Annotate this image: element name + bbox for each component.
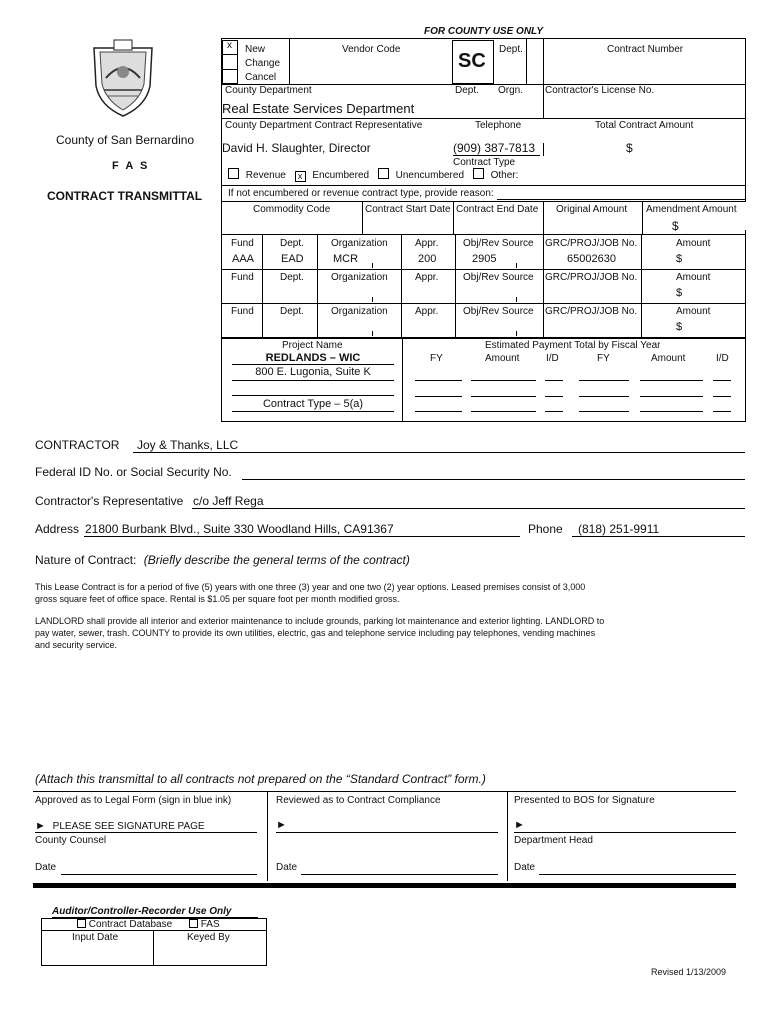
fund-row-3-dept-header: Dept. — [280, 306, 304, 317]
arrow-right-icon: ► — [35, 820, 46, 832]
legal-form-label: Approved as to Legal Form (sign in blue ink) — [35, 795, 232, 806]
contractor-representative-label: Contractor's Representative — [35, 494, 184, 508]
fas-auditor-label: FAS — [200, 919, 220, 930]
end-date-label: Contract End Date — [456, 204, 539, 215]
fas-checkbox[interactable] — [189, 919, 198, 928]
fund-row-1-org-header: Organization — [331, 238, 388, 249]
fund-row-3-obj-header: Obj/Rev Source — [463, 306, 534, 317]
auditor-checkbox-row — [77, 919, 220, 930]
para1-line1: This Lease Contract is for a period of five (5) years with one three (3) year and one two (2) year options. Leased premises consist of 3,000 — [35, 582, 586, 592]
encumbered-label: Encumbered — [312, 170, 370, 181]
para2-line3: and security service. — [35, 640, 118, 650]
cancel-label: Cancel — [245, 72, 277, 83]
fund-row-1-appr-header: Appr. — [415, 238, 439, 249]
amount2-label: Amount — [651, 353, 686, 364]
date-label-2: Date — [276, 862, 298, 873]
fund-row-1-obj-header: Obj/Rev Source — [463, 238, 534, 249]
vendor-code-label: Vendor Code — [342, 44, 401, 55]
new-label: New — [245, 44, 266, 55]
unencumbered-label: Unencumbered — [395, 170, 465, 181]
contractor-value[interactable]: Joy & Thanks, LLC — [137, 438, 239, 452]
fund-row-3-amount-header: Amount — [676, 306, 711, 317]
address-label: Address — [35, 522, 80, 536]
date-label-3: Date — [514, 862, 536, 873]
contract-database-checkbox[interactable] — [77, 919, 86, 928]
fund-row-3-amount-value[interactable]: $ — [676, 321, 683, 333]
county-department-label: County Department — [225, 85, 312, 96]
attach-note: (Attach this transmittal to all contracts not prepared on the “Standard Contract” form.) — [35, 772, 486, 786]
nature-paragraph-2[interactable] — [35, 615, 604, 651]
change-label: Change — [245, 58, 281, 69]
fund-row-1-fund-header: Fund — [231, 238, 254, 249]
contract-type-label: Contract Type — [453, 157, 516, 168]
dept-label: Dept. — [499, 44, 523, 55]
fund-row-1-grc-value[interactable]: 65002630 — [567, 253, 616, 265]
reason-label: If not encumbered or revenue contract type, provide reason: — [228, 188, 494, 199]
fund-row-1-dept-value[interactable]: EAD — [281, 253, 304, 265]
fund-row-2-amount-header: Amount — [676, 272, 711, 283]
fund-row-3-org-header: Organization — [331, 306, 388, 317]
other-label: Other: — [490, 170, 519, 181]
id2-label: I/D — [716, 353, 729, 364]
revenue-checkbox[interactable] — [228, 168, 239, 179]
fund-row-2-amount-value[interactable]: $ — [676, 287, 683, 299]
para1-line2: gross square feet of office space. Rental is $1.05 per square foot per month modified gross. — [35, 594, 400, 604]
legal-signature-value: PLEASE SEE SIGNATURE PAGE — [52, 821, 205, 832]
contract-type-row — [228, 168, 518, 182]
contract-number-label: Contract Number — [607, 44, 684, 55]
fund-row-2-appr-header: Appr. — [415, 272, 439, 283]
original-amount-label: Original Amount — [556, 204, 628, 215]
fund-row-1-amount-value[interactable]: $ — [676, 253, 683, 265]
sc-code: SC — [458, 50, 486, 72]
telephone-value[interactable]: (909) 387-7813 — [453, 141, 536, 155]
license-label: Contractor's License No. — [545, 85, 655, 96]
county-seal-icon — [88, 38, 158, 118]
form-title: CONTRACT TRANSMITTAL — [47, 189, 203, 203]
start-date-label: Contract Start Date — [365, 204, 451, 215]
contract-database-label: Contract Database — [88, 919, 173, 930]
county-name: County of San Bernardino — [56, 133, 195, 147]
orgn-label: Orgn. — [498, 85, 524, 96]
federal-id-label: Federal ID No. or Social Security No. — [35, 465, 232, 479]
contractor-label: CONTRACTOR — [35, 438, 120, 452]
county-use-only-heading: FOR COUNTY USE ONLY — [424, 26, 544, 37]
legal-signature-line[interactable] — [35, 820, 205, 832]
auditor-title: Auditor/Controller-Recorder Use Only — [52, 906, 232, 917]
new-checkbox[interactable]: x — [227, 40, 232, 51]
unencumbered-checkbox[interactable] — [378, 168, 389, 179]
fund-row-3-grc-header: GRC/PROJ/JOB No. — [545, 306, 638, 317]
contract-type-text[interactable]: Contract Type – 5(a) — [262, 398, 364, 410]
encumbered-checkbox[interactable]: x — [295, 171, 306, 182]
amendment-amount-value[interactable]: $ — [672, 219, 679, 233]
id-label: I/D — [546, 353, 559, 364]
fund-row-1-fund-value[interactable]: AAA — [232, 253, 255, 265]
input-date-label: Input Date — [72, 932, 119, 943]
total-amount-label: Total Contract Amount — [595, 120, 694, 131]
revenue-label: Revenue — [245, 170, 286, 181]
nature-paragraph-1[interactable] — [35, 581, 585, 605]
arrow-right-icon: ► — [514, 819, 525, 831]
compliance-label: Reviewed as to Contract Compliance — [276, 795, 441, 806]
department-head-label: Department Head — [514, 835, 593, 846]
fy-label: FY — [430, 353, 443, 364]
keyed-by-label: Keyed By — [187, 932, 230, 943]
fund-row-2-grc-header: GRC/PROJ/JOB No. — [545, 272, 638, 283]
fund-row-2-fund-header: Fund — [231, 272, 254, 283]
county-counsel-label: County Counsel — [35, 835, 107, 846]
bos-label: Presented to BOS for Signature — [514, 795, 655, 806]
fund-row-3-fund-header: Fund — [231, 306, 254, 317]
amendment-amount-label: Amendment Amount — [646, 204, 737, 215]
arrow-right-icon: ► — [276, 819, 287, 831]
date-label-1: Date — [35, 862, 57, 873]
representative-value[interactable]: David H. Slaughter, Director — [222, 141, 371, 155]
fund-row-2-dept-header: Dept. — [280, 272, 304, 283]
total-amount-value[interactable]: $ — [626, 141, 633, 155]
other-checkbox[interactable] — [473, 168, 484, 179]
fund-row-1-grc-header: GRC/PROJ/JOB No. — [545, 238, 638, 249]
fas-label: F A S — [112, 160, 150, 172]
telephone-label: Telephone — [475, 120, 522, 131]
project-name-line1[interactable]: REDLANDS – WIC — [265, 352, 361, 364]
fund-row-1-org-value[interactable]: MCR — [333, 253, 359, 265]
fund-row-3-appr-header: Appr. — [415, 306, 439, 317]
nature-label-text: Nature of Contract: — [35, 553, 137, 567]
fund-row-1-obj-value[interactable]: 2905 — [472, 253, 497, 265]
project-name-line2[interactable]: 800 E. Lugonia, Suite K — [255, 366, 371, 378]
project-name-label: Project Name — [282, 340, 343, 351]
fund-row-1-dept-header: Dept. — [280, 238, 304, 249]
dept2-label: Dept. — [455, 85, 479, 96]
estimated-payment-label: Estimated Payment Total by Fiscal Year — [485, 340, 661, 351]
para2-line1: LANDLORD shall provide all interior and exterior maintenance to include grounds, parking lot maintenance and exterior lighting. LANDLORD to — [35, 616, 605, 626]
nature-label — [35, 553, 410, 567]
fund-row-1-appr-value[interactable]: 200 — [418, 253, 437, 265]
para2-line2: pay water, sewer, trash. COUNTY to provide its own utilities, electric, gas and telephone service including pay telephones, vending machines — [35, 628, 596, 638]
fy2-label: FY — [597, 353, 610, 364]
commodity-code-label: Commodity Code — [253, 204, 331, 215]
nature-hint: (Briefly describe the general terms of the contract) — [143, 553, 410, 567]
fund-row-1-amount-header: Amount — [676, 238, 711, 249]
amount-label: Amount — [485, 353, 520, 364]
county-department-value[interactable]: Real Estate Services Department — [222, 101, 415, 116]
phone-label: Phone — [528, 522, 563, 536]
contractor-representative-value[interactable]: c/o Jeff Rega — [193, 494, 264, 508]
representative-label: County Department Contract Representative — [225, 120, 423, 131]
fund-row-2-obj-header: Obj/Rev Source — [463, 272, 534, 283]
phone-value[interactable]: (818) 251-9911 — [578, 522, 660, 536]
address-value[interactable]: 21800 Burbank Blvd., Suite 330 Woodland Hills, CA91367 — [85, 522, 394, 536]
revised-date: Revised 1/13/2009 — [651, 967, 727, 977]
fund-row-2-org-header: Organization — [331, 272, 388, 283]
